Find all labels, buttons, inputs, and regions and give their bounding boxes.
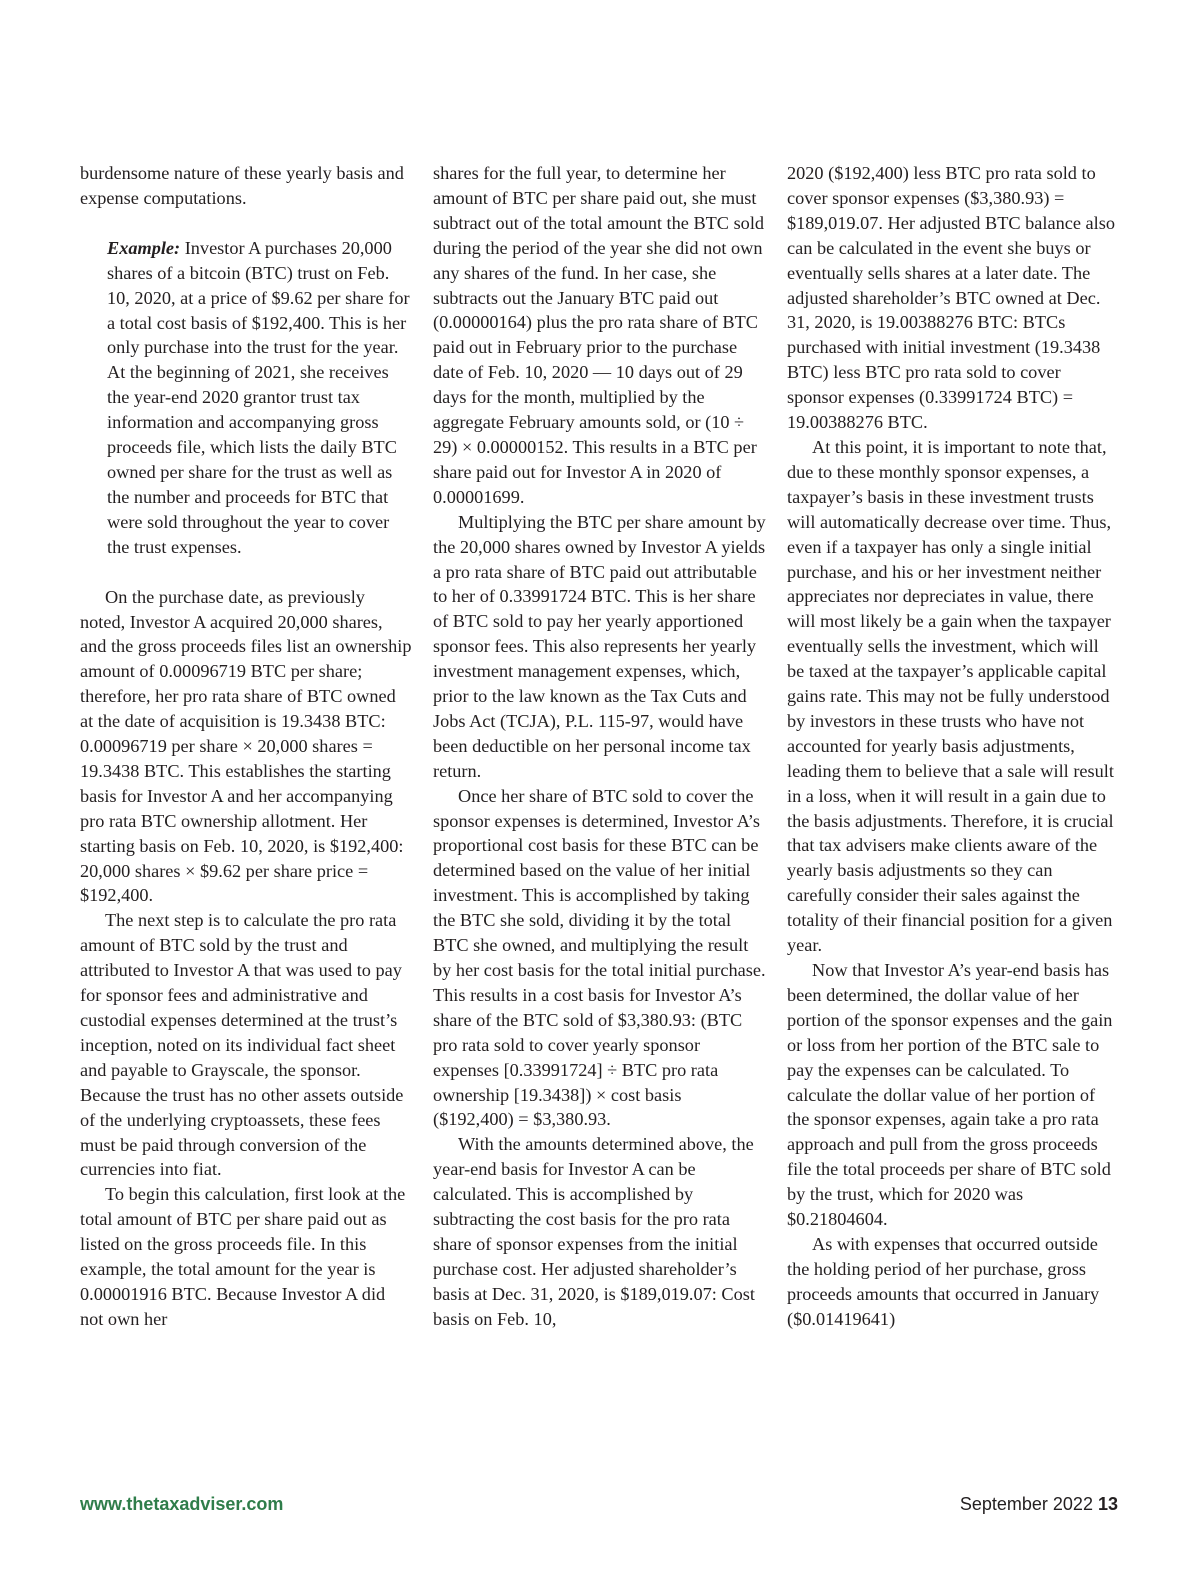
example-box bbox=[107, 236, 413, 560]
paragraph: With the amounts determined above, the year-end basis for Investor A can be calculated. This is accomplished by subtracting the cost basis for the pro rata share of sponsor expenses from the initial purchase cost. Her adjusted shareholder’s basis at Dec. 31, 2020, is $189,019.07: Cost basis on Feb. 10, bbox=[433, 1134, 755, 1329]
example-text: Investor A purchases 20,000 shares of a bitcoin (BTC) trust on Feb. 10, 2020, at a price of $9.62 per share for a total cost basis of $192,400. This is her only purchase into the trust for the year. At the beginning of 2021, she receives the year-end 2020 grantor trust tax information and accompanying gross proceeds file, which lists the daily BTC owned per share for the trust as well as the number and proceeds for BTC that were sold throughout the year to cover the trust expenses. bbox=[107, 237, 410, 557]
footer-issue-page bbox=[960, 1494, 1118, 1515]
paragraph: Once her share of BTC sold to cover the sponsor expenses is determined, Investor A’s proportional cost basis for these BTC can be determined based on the value of her initial investment. This is accomplished by taking the BTC she sold, dividing it by the total BTC she owned, and multiplying the result by her cost basis for the total initial purchase. This results in a cost basis for Investor A’s share of the BTC sold of $3,380.93: (BTC pro rata sold to cover yearly sponsor expenses [0.33991724] ÷ BTC pro rata ownership [19.3438]) × cost basis ($192,400) = $3,380.93. bbox=[433, 785, 766, 1130]
paragraph: At this point, it is important to note that, due to these monthly sponsor expenses, a taxpayer’s basis in these investment trusts will automatically decrease over time. Thus, even if a taxpayer has only a single initial purchase, and his or her investment neither appreciates nor depreciates in value, there will most likely be a gain when the taxpayer eventually sells the investment, which will be taxed at the taxpayer’s applicable capital gains rate. This may not be fully understood by investors in these trusts who have not accounted for yearly basis adjustments, leading them to believe that a sale will result in a loss, when it will result in a gain due to the basis adjustments. Therefore, it is crucial that tax advisers make clients aware of the yearly basis adjustments so they can carefully consider their sales against the totality of their financial position for a given year. bbox=[787, 436, 1114, 956]
paragraph: Now that Investor A’s year-end basis has been determined, the dollar value of her portion of the sponsor expenses and the gain or loss from her portion of the BTC sale to pay the expenses can be calculated. To calculate the dollar value of her portion of the sponsor expenses, again take a pro rata approach and pull from the gross proceeds file the total proceeds per share of BTC sold by the trust, which for 2020 was $0.21804604. bbox=[787, 960, 1113, 1230]
paragraph: burdensome nature of these yearly basis and expense computations. bbox=[80, 163, 404, 208]
column-2 bbox=[433, 161, 766, 1332]
column-1 bbox=[80, 161, 413, 1332]
column-3 bbox=[787, 161, 1120, 1332]
example-label: Example: bbox=[107, 237, 181, 258]
page-number: 13 bbox=[1097, 1494, 1118, 1514]
footer-url[interactable]: www.thetaxadviser.com bbox=[80, 1494, 284, 1514]
paragraph: The next step is to calculate the pro rata amount of BTC sold by the trust and attributed to Investor A that was used to pay for sponsor fees and administrative and custodial expenses determined at the trust’s inception, noted on its individual fact sheet and payable to Grayscale, the sponsor. Because the trust has no other assets outside of the underlying cryptoassets, these fees must be paid through conversion of the currencies into fiat. bbox=[80, 910, 404, 1180]
paragraph: As with expenses that occurred outside the holding period of her purchase, gross proceeds amounts that occurred in January ($0.01419641) bbox=[787, 1233, 1100, 1329]
paragraph: To begin this calculation, first look at the total amount of BTC per share paid out as listed on the gross proceeds file. In this example, the total amount for the year is 0.00001916 BTC. Because Investor A did not own her bbox=[80, 1184, 406, 1329]
paragraph: shares for the full year, to determine her amount of BTC per share paid out, she must subtract out of the total amount the BTC sold during the period of the year she did not own any shares of the fund. In her case, she subtracts out the January BTC paid out (0.00000164) plus the pro rata share of BTC paid out in February prior to the purchase date of Feb. 10, 2020 — 10 days out of 29 days for the month, multiplied by the aggregate February amounts sold, or (10 ÷ 29) × 0.00000152. This results in a BTC per share paid out for Investor A in 2020 of 0.00001699. bbox=[433, 163, 765, 507]
paragraph: Multiplying the BTC per share amount by the 20,000 shares owned by Investor A yields a pro rata share of BTC paid out attributable to her of 0.33991724 BTC. This is her share of BTC sold to pay her yearly apportioned sponsor fees. This also represents her yearly investment management expenses, which, prior to the law known as the Tax Cuts and Jobs Act (TCJA), P.L. 115-97, would have been deductible on her personal income tax return. bbox=[433, 511, 766, 781]
issue-date: September 2022 bbox=[959, 1494, 1093, 1514]
paragraph: On the purchase date, as previously noted, Investor A acquired 20,000 shares, and the gross proceeds files list an ownership amount of 0.00096719 BTC per share; therefore, her pro rata share of BTC owned at the date of acquisition is 19.3438 BTC: 0.00096719 per share × 20,000 shares = 19.3438 BTC. This establishes the starting basis for Investor A and her accompanying pro rata BTC ownership allotment. Her starting basis on Feb. 10, 2020, is $192,400: 20,000 shares × $9.62 per share price = $192,400. bbox=[80, 586, 412, 906]
paragraph: 2020 ($192,400) less BTC pro rata sold to cover sponsor expenses ($3,380.93) = $189,019.07. Her adjusted BTC balance also can be calculated in the event she buys or eventually sells shares at a later date. The adjusted shareholder’s BTC owned at Dec. 31, 2020, is 19.00388276 BTC: BTCs purchased with initial investment (19.3438 BTC) less BTC pro rata sold to cover sponsor expenses (0.33991724 BTC) = 19.00388276 BTC. bbox=[787, 163, 1115, 433]
